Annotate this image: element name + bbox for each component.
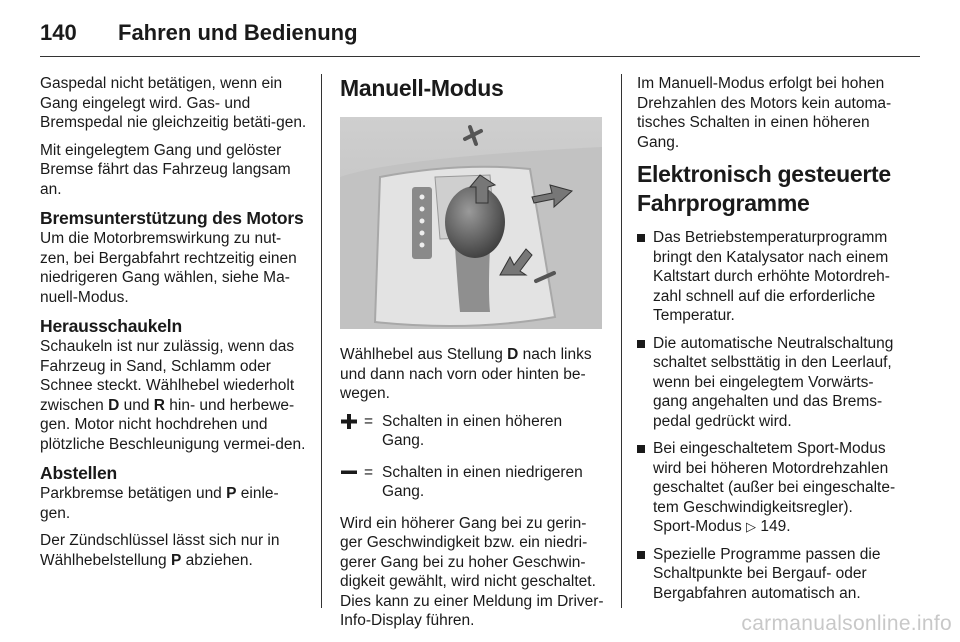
paragraph: Mit eingelegtem Gang und gelöster Bremse fährt das Fahrzeug langsam an. [40,141,291,198]
paragraph: Der Zündschlüssel lässt sich nur in Wählhebelstellung P abziehen. [40,532,280,569]
plus-icon [340,412,358,431]
paragraph: Gaspedal nicht betätigen, wenn ein Gang eingelegt wird. Gas- und Bremspedal nie gleichzeitig betäti-gen. [40,75,307,131]
paragraph: Im Manuell-Modus erfolgt bei hohen Drehzahlen des Motors kein automa-tisches Schalten in einen höheren Gang. [637,75,892,151]
definition-text: Schalten in einen höheren Gang. [382,412,563,449]
minus-icon [340,463,358,482]
column-left [40,74,308,578]
list-item: Die automatische Neutralschaltung schaltet selbsttätig in den Leerlauf, wenn bei eingelegtem Vorwärts-gang angehalten und das Brems-pedal gedrückt wird. [637,334,905,432]
page-title: Fahren und Bedienung [118,20,358,45]
paragraph: Um die Motorbremswirkung zu nut-zen, bei Bergabfahrt rechtzeitig einen niedrigeren Gang wählen, siehe Ma-nuell-Modus. [40,230,297,306]
watermark: carmanualsonline.info [741,612,952,635]
equals-sign: = [364,412,374,430]
page-header [40,16,920,57]
paragraph: Schaukeln ist nur zulässig, wenn das Fahrzeug in Sand, Schlamm oder Schnee steckt. Wählhebel wiederholt zwischen D und R hin- und herbewe-gen. Motor nicht hochdrehen und plötzliche Beschleunigung vermei-den. [40,338,306,453]
definition-minus [340,463,606,502]
cross-reference[interactable]: Sport-Modus ▷ 149. [653,518,791,535]
paragraph: Wird ein höherer Gang bei zu gerin-ger Geschwindigkeit bzw. ein niedri-gerer Gang bei zu hoher Geschwin-digkeit gewählt, wird nicht geschaltet. Dies kann zu einer Meldung im Driver-Info-Display führen. [340,514,604,629]
equals-sign: = [364,463,374,481]
section-heading-abstellen: Abstellen [40,463,117,483]
column-divider [621,74,622,608]
section-heading-manuell: Manuell-Modus [340,75,504,101]
section-heading-brems: Bremsunterstützung des Motors [40,208,304,228]
list-item: Das Betriebstemperaturprogramm bringt den Katalysator nach einem Kaltstart durch erhöhte Motordreh-zahl schnell auf die erforderliche Temperatur. [637,228,905,326]
column-middle [340,74,606,639]
definition-text: Schalten in einen niedrigeren Gang. [382,463,583,500]
section-heading-fahrprogramme: Elektronisch gesteuerte Fahrprogramme [637,161,891,216]
arrow-right-icon: ▷ [746,519,757,534]
column-divider [321,74,322,608]
list-item: Spezielle Programme passen die Schaltpunkte bei Bergauf- oder Bergabfahren automatisch an. [637,545,905,604]
feature-list [637,228,905,603]
page-number: 140 [40,20,77,45]
paragraph: Parkbremse betätigen und P einle-gen. [40,485,279,522]
section-heading-herausschaukeln: Herausschaukeln [40,316,182,336]
figure-caption: Wählhebel aus Stellung D nach links und dann nach vorn oder hinten be-wegen. [340,346,592,402]
list-item: Bei eingeschaltetem Sport-Modus wird bei höheren Motordrehzahlen geschaltet (außer bei eingeschalte-tem Geschwindigkeitsregler). Sport-Modus ▷ 149. [637,439,905,537]
column-right [637,74,905,611]
definition-plus [340,412,606,451]
gear-lever-illustration [340,117,602,329]
